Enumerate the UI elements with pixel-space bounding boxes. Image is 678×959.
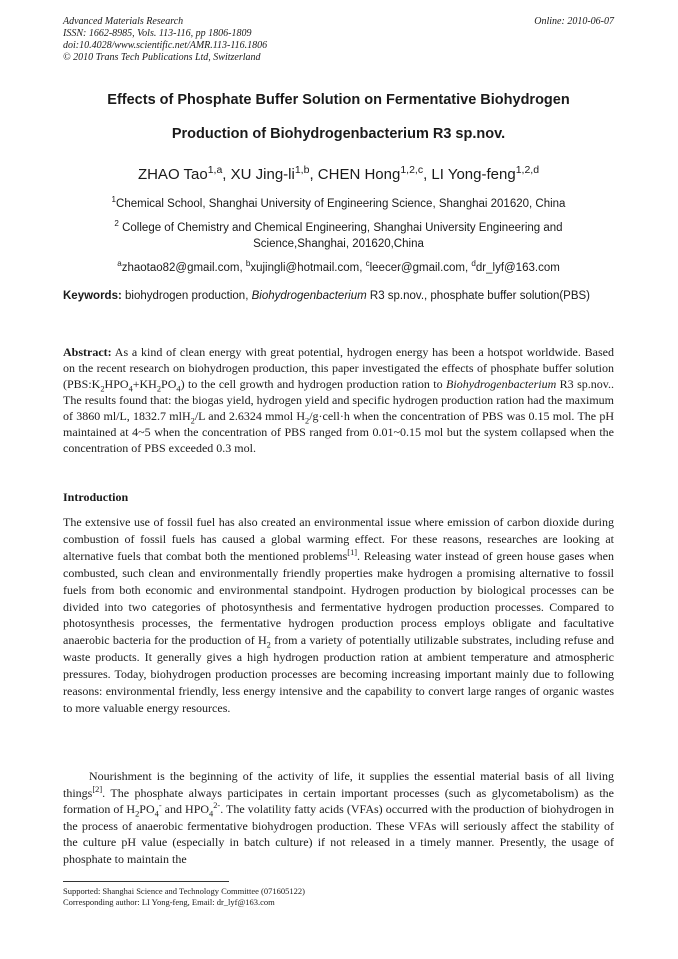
footnotes (63, 886, 305, 907)
body-text: Nourishment is the beginning of the activity of life, it supplies the essential material basis of all living things (63, 769, 614, 800)
citation-link[interactable]: [1] (347, 547, 358, 557)
abstract-text: +KH (132, 377, 157, 391)
email-link[interactable]: xujingli@hotmail.com (250, 262, 360, 274)
subscript: 4 (154, 809, 159, 819)
subscript: 2 (305, 416, 310, 426)
body-text: PO (139, 802, 155, 817)
footnote-divider (63, 881, 229, 882)
body-text: The extensive use of fossil fuel has also created an environmental issue where emission of carbon dioxide during combustion of fossil fuels has caused a global warming effect. For these reasons, researches are looking at alternative fuels that combat both the mentioned problems (63, 515, 614, 563)
subscript: 4 (176, 384, 181, 394)
subscript: 2 (266, 640, 271, 650)
author-sup: 1,b (294, 164, 310, 176)
email-sup: c (365, 259, 370, 269)
email-link[interactable]: zhaotao82@gmail.com (121, 262, 240, 274)
footnote-supported: Supported: Shanghai Science and Technology Committee (071605122) (63, 886, 305, 896)
subscript: 4 (209, 809, 214, 819)
subscript: 2 (135, 809, 140, 819)
body-text: from a variety of potentially utilizable substrates, including refuse and waste products. It generally gives a high hydrogen production ration at ambient temperature and atmospheric pressures. Today, biohydrogen production processes are becoming increasing important mainly due to following reasons: environmental friendly, less energy intensive and the capability to convert large ranges of organic wastes to more valuable energy resources. (63, 633, 614, 715)
abstract-text: As a kind of clean energy with great potential, hydrogen energy has been a hotspot worldwide. Based on the recent research on biohydrogen production, this paper investigated the effects of phosphate buffer solution (PBS:K (63, 345, 614, 391)
affiliation-number: 1 (111, 195, 117, 205)
subscript: 4 (128, 384, 133, 394)
abstract-text: ) to the cell growth and hydrogen production ration to (180, 377, 443, 391)
keywords-text: biohydrogen production, (125, 290, 249, 302)
affiliation-text-cont: Science,Shanghai, 201620,China (253, 238, 424, 250)
online-date: Online: 2010-06-07 (534, 16, 614, 27)
author-name: CHEN Hong (317, 166, 401, 183)
author-list: ZHAO Tao$^{1,a}$, XU Jing-li$^{1,b}$, CHEN Hong$^{1,2,c}$, LI Yong-feng$^{1,2,d}$ (137, 164, 540, 183)
affiliation-2 (63, 220, 614, 252)
email-link[interactable]: leecer@gmail.com (369, 262, 466, 274)
subscript: 2 (156, 384, 162, 394)
author-name: XU Jing-li (230, 166, 295, 183)
doi-line: doi:10.4028/www.scientific.net/AMR.113-116.1806 (63, 40, 268, 51)
email-link[interactable]: dr_lyf@163.com (475, 262, 560, 274)
body-text: . The volatility fatty acids (VFAs) occurred with the production of biohydrogen in the process of anaerobic fermentative biohydrogen production. These VFAs will seriously affect the stability of the culture pH value (especially in batch culture) if not released in a timely manner. Presently, the usage of phosphate to maintain the (63, 802, 614, 866)
abstract-label: Abstract: (63, 345, 112, 359)
keywords (63, 288, 614, 304)
journal-header (63, 16, 614, 64)
author-emails: $^a$zhaotao82@gmail.com, $^b$xujingli@hotmail.com, $^c$leecer@gmail.com, $^d$dr_lyf@163.com (117, 259, 560, 274)
email-sup: a (117, 259, 122, 269)
introduction-paragraph-2 (63, 768, 614, 868)
keywords-label: Keywords: (63, 290, 122, 302)
author-name: LI Yong-feng (431, 166, 516, 183)
abstract-text: HPO (104, 377, 129, 391)
author-name: ZHAO Tao (137, 166, 208, 183)
superscript: 2- (213, 801, 221, 811)
body-text: and HPO (161, 802, 210, 817)
paper-title-line-1: Effects of Phosphate Buffer Solution on Fermentative Biohydrogen (107, 92, 570, 108)
copyright-line: © 2010 Trans Tech Publications Ltd, Switzerland (63, 52, 261, 63)
email-sup: b (245, 259, 251, 269)
author-sup: 1,2,d (515, 164, 540, 176)
keywords-text-2: R3 sp.nov., phosphate buffer solution(PBS) (369, 290, 591, 302)
body-text: . The phosphate always participates in certain important processes (such as glycometabolism) as the formation of H (63, 785, 614, 817)
issn-line: ISSN: 1662-8985, Vols. 113-116, pp 1806-1809 (63, 28, 252, 39)
citation-link[interactable]: [2] (92, 784, 103, 794)
affiliation-text: Chemical School, Shanghai University of Engineering Science, Shanghai 201620, China (116, 198, 566, 210)
footnote-corresponding: Corresponding author: LI Yong-feng, Email: dr_lyf@163.com (63, 896, 275, 907)
affiliation-number: 2 (114, 219, 119, 229)
author-sup: 1,2,c (400, 164, 424, 176)
affiliation-1 (63, 196, 614, 212)
superscript: - (158, 801, 162, 811)
abstract-text: R3 sp.nov.. The results found that: the biogas yield, hydrogen yield and specific hydrogen production ration had the maximum of 3860 ml/L, 1832.7 mlH (63, 377, 614, 423)
journal-name: Advanced Materials Research (63, 16, 184, 27)
section-heading-introduction: Introduction (63, 490, 129, 504)
introduction-paragraph-1 (63, 514, 614, 717)
subscript: 2 (190, 416, 195, 426)
abstract-text: /L and 2.6324 mmol H (194, 409, 306, 423)
email-sup: d (471, 259, 476, 269)
author-sup: 1,a (207, 164, 223, 176)
subscript: 2 (100, 384, 105, 394)
abstract (63, 344, 614, 456)
abstract-text: /g·cell·h when the concentration of PBS was 0.15 mol. The pH maintained at 4~5 when the concentration of PBS ranged from 0.01~0.15 mol but the system collapsed when the concentration of PBS exceeded 0.3 mol. (63, 409, 615, 455)
paper-title-line-2: Production of Biohydrogenbacterium R3 sp.nov. (171, 126, 506, 142)
abstract-italic: Biohydrogenbacterium (446, 377, 557, 391)
affiliation-text: College of Chemistry and Chemical Engineering, Shanghai University Engineering and (122, 222, 563, 234)
body-text: . Releasing water instead of green house gases when combusted, such clean and environmentally friendly properties make hydrogen a promising alternative to fossil fuels from both economic and environmental standpoint. Hydrogen production by biological processes can be divided into two categories of photosynthesis and fermentative hydrogen production processes. Compared to photosynthesis processes, the fermentative hydrogen production process employs obligate and facultative anaerobic bacteria for the production of H (63, 548, 614, 648)
abstract-text: PO (161, 377, 177, 391)
keywords-italic: Biohydrogenbacterium (251, 290, 367, 302)
